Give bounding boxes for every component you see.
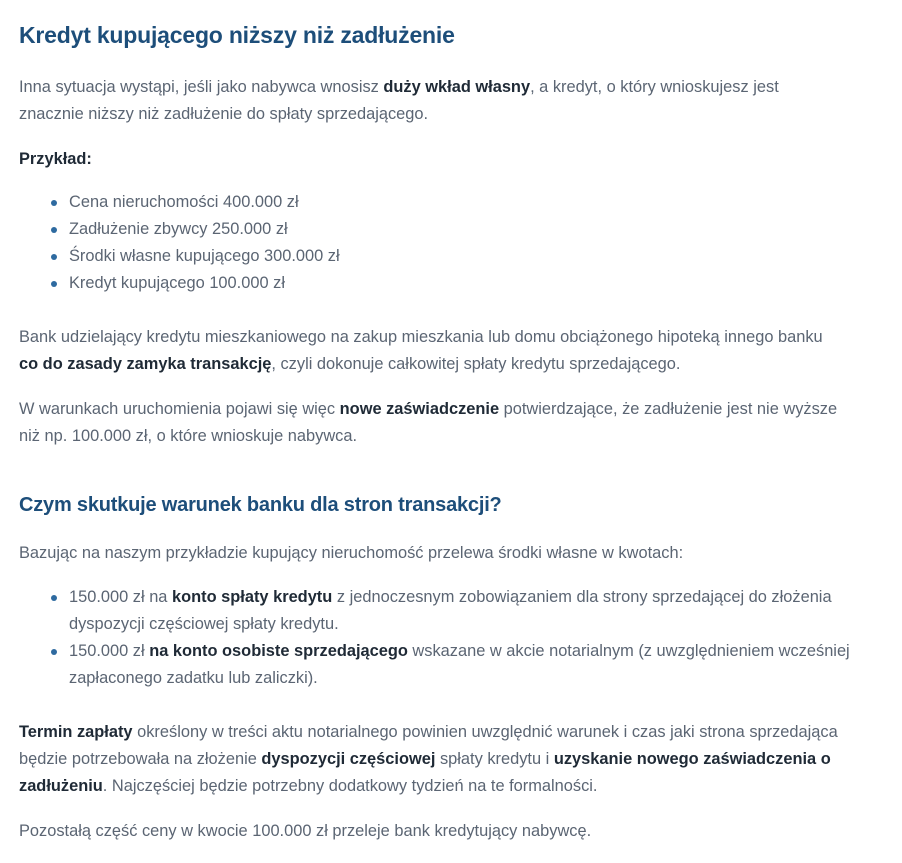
termin-bold4: zadłużeniu [19,777,103,795]
item-bold: na konto osobiste sprzedającego [149,642,408,660]
warunki-text-post: potwierdzające, że zadłużenie jest nie wyższe [499,400,838,418]
intro-text-post: , a kredyt, o który wnioskujesz jest [530,78,779,96]
bullet-icon [51,254,57,260]
intro-bold: duży wkład własny [383,78,531,96]
item-bold: konto spłaty kredytu [171,588,333,606]
transfer-list [19,584,885,692]
item-text-pre: 150.000 zł na [69,588,172,606]
list-item-text: Środki własne kupującego 300.000 zł [69,247,340,265]
termin-text3: spłaty kredytu i [435,750,554,768]
termin-text2: będzie potrzebowała na złożenie [19,750,262,768]
intro-text-pre: Inna sytuacja wystąpi, jeśli jako nabywca wnosisz [19,78,384,96]
pozostala-paragraph: Pozostałą część ceny w kwocie 100.000 zł przeleje bank kredytujący nabywcę. [19,822,592,840]
example-label: Przykład: [19,150,92,168]
warunki-text-line2: niż np. 100.000 zł, o które wnioskuje nabywca. [19,427,358,445]
intro-text-line2: znacznie niższy niż zadłużenie do spłaty sprzedającego. [19,105,429,123]
section-heading-kredyt: Kredyt kupującego niższy niż zadłużenie [19,22,455,48]
list-item-text: Kredyt kupującego 100.000 zł [69,274,285,292]
list-item [19,270,885,297]
bullet-icon [51,595,57,601]
item-text-pre: 150.000 zł [69,642,150,660]
item-text-post: wskazane w akcie notarialnym (z uwzględnieniem wcześniej [407,642,850,660]
bank-bold: co do zasady zamyka transakcję [19,355,272,373]
list-item [19,243,885,270]
item-text-post: z jednoczesnym zobowiązaniem dla strony sprzedającej do złożenia [332,588,832,606]
example-list [19,189,885,297]
item-text-line2: dyspozycji częściowej spłaty kredytu. [69,615,339,633]
termin-text4: . Najczęściej będzie potrzebny dodatkowy tydzień na te formalności. [102,777,598,795]
warunki-paragraph [19,396,885,450]
intro-paragraph [19,74,885,128]
list-item-text: Cena nieruchomości 400.000 zł [69,193,299,211]
list-item-text: Zadłużenie zbywcy 250.000 zł [69,220,288,238]
warunki-text-pre: W warunkach uruchomienia pojawi się więc [19,400,340,418]
list-item [19,216,885,243]
item-text-line2: zapłaconego zadatku lub zaliczki). [69,669,318,687]
bullet-icon [51,649,57,655]
termin-text1: określony w treści aktu notarialnego powinien uwzględnić warunek i czas jaki strona sprzedająca [132,723,838,741]
termin-paragraph [19,719,885,800]
bank-text-line1: Bank udzielający kredytu mieszkaniowego na zakup mieszkania lub domu obciążonego hipoteką innego banku [19,328,823,346]
bullet-icon [51,281,57,287]
warunki-bold: nowe zaświadczenie [339,400,500,418]
list-item [19,189,885,216]
list-item [19,638,885,692]
bank-paragraph [19,324,885,378]
list-item [19,584,885,638]
termin-bold: Termin zapłaty [19,723,133,741]
section2-intro: Bazując na naszym przykładzie kupujący nieruchomość przelewa środki własne w kwotach: [19,544,684,562]
bank-text-post: , czyli dokonuje całkowitej spłaty kredytu sprzedającego. [271,355,681,373]
section-heading-skutki: Czym skutkuje warunek banku dla stron transakcji? [19,494,502,516]
termin-bold3: uzyskanie nowego zaświadczenia o [553,750,831,768]
bullet-icon [51,200,57,206]
bullet-icon [51,227,57,233]
termin-bold2: dyspozycji częściowej [261,750,436,768]
